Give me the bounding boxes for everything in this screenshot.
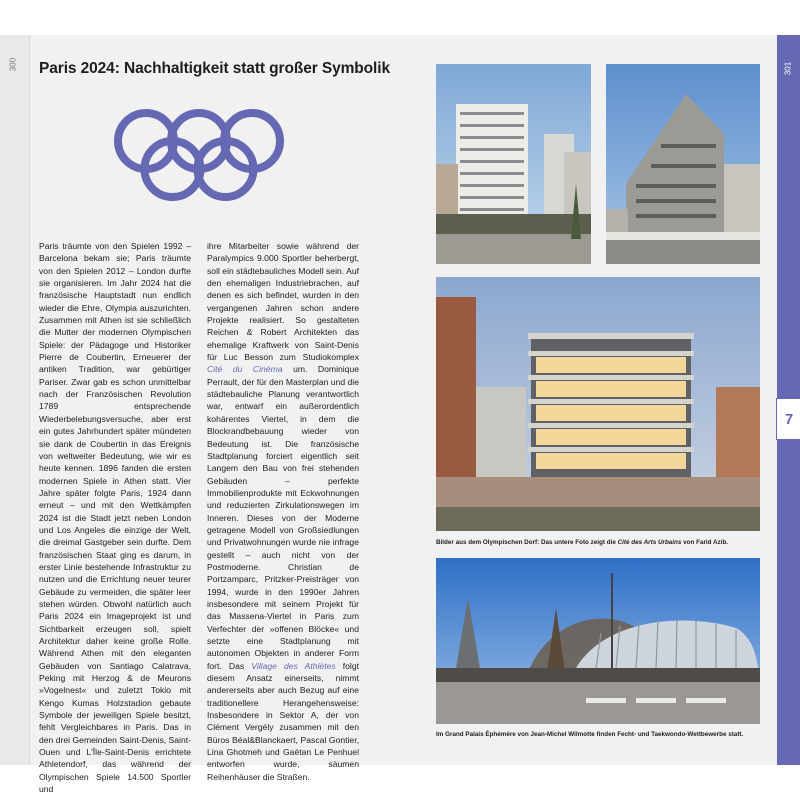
right-page-number: 301 <box>783 61 793 76</box>
body-text: um. Dominique Perrault, der für den Masterplan und die städtebauliche Planung verantwortlich war, entwarf ein außerordentlich kohärentes Viertel, in dem die Blockrandbebauung wieder von Bedeutung ist. Die französische Stadtplanung forciert eigentlich seit Langem den Bau von frei stehenden Gebäuden – perfekte Immobilienprodukte mit Eckwohnungen und reduzierten Zirkulationswegen im Inneren. Dieses von der Moderne getragene Modell von Großsiedlungen und Privatwohnungen wurde nie infrage gestellt – auch nicht von der Postmoderne. Christian de Portzamparc, Pritzker-Preisträger von 1994, wurde in den 1990er Jahren insbesondere mit seinem Projekt für das Massena-Viertel in Paris zum Verfechter der »offenen Blöcke« und setzte eine Stadtplanung mit autonomen Objekten in anderer Form fort. Das <box>207 364 360 671</box>
body-paragraph-2 <box>207 240 359 783</box>
italic-term: Village des Athlètes <box>251 660 336 671</box>
body-text: ihre Mitarbeiter sowie während der Paralympics 9.000 Sportler beherbergt, soll ein städtebauliches Modell sein. Auf den ehemaligen Industriebrachen, auf denen es sich befindet, wurden in den vergangenen Jahren schon andere Projekte realisiert. So gestalteten Reichen & Robert Architekten das ehemalige Kraftwerk von Saint-Denis für Luc Besson zum Studiokomplex <box>207 241 359 363</box>
photo-caption-grand-palais: Im Grand Palais Éphémère von Jean-Michel Wilmotte finden Fecht- und Taekwondo-Wettbewerbe statt. <box>436 731 744 738</box>
caption-text: von Farid Azib. <box>681 539 729 546</box>
photo-caption-village <box>436 539 728 546</box>
photo-concrete-building <box>606 64 760 264</box>
chapter-number-tab[interactable]: 7 <box>776 398 800 440</box>
page-title: Paris 2024: Nachhaltigkeit statt großer Symbolik <box>39 60 390 77</box>
body-text: folgt diesem Ansatz einerseits, nimmt andererseits aber auch Bezug auf eine traditionellere Herangehensweise: Insbesondere in Sektor A, der von Clément Vergély zusammen mit den Büros Béal&Blanckaert, Pascal Gontier, Lina Ghotmeh und Gaëtan Le Penhuel entworfen wurde, säumen Reihenhäuser die Straßen. <box>207 660 360 782</box>
text-column-2 <box>207 240 359 783</box>
caption-italic: Cité des Arts Urbains <box>617 539 682 546</box>
left-page-margin <box>0 35 30 765</box>
photo-grand-palais-ephemere <box>436 558 760 724</box>
photo-residential-tower <box>436 64 591 264</box>
olympic-rings-icon <box>113 107 285 207</box>
body-paragraph-1: Paris träumte von den Spielen 1992 – Barcelona bekam sie; Paris träumte von den Spielen 2012 – London durfte sie organisieren. Im Jahr 2024 hat die französische Hauptstadt nun endlich wieder die Ehre, Olympia auszurichten. Zusammen mit Athen ist sie schließlich die Mutter der modernen Olympischen Spiele: der Pädagoge und Historiker Pierre de Coubertin, Erneuerer der antiken Tradition, war gebürtiger Pariser. Zwar gab es schon unmittelbar nach der Französischen Revolution 1789 entsprechende Wiederbelebungsversuche, aber erst ein gutes Jahrhundert später mündeten sie dank de Coubertin in das Ereignis von weltweiter Bedeutung, wie wir es heute kennen. 1896 fanden die ersten modernen Spiele in Athen statt. Vier Jahre später folgte Paris, 1924 dann erneut – und mit den Wettkämpfen 2024 ist die Stadt jetzt neben London und Los Angeles die einzige der Welt, die dreimal Gastgeber sein durfte. Dem französischen Staat ging es darum, in erster Linie bestehende Infrastruktur zu nutzen und die Errichtung neuer teurer Gebäude zu vermeiden, die später leer stehen würden. Obwohl natürlich auch Paris 2024 ein Imageprojekt ist und Sichtbarkeit erzeugen soll, spielt Architektur daher keine große Rolle. Während Athen mit den eleganten Gebäuden von Santiago Calatrava, Peking mit Herzog & de Meurons »Vogelnest« und zuletzt Tokio mit Kengo Kumas Holzstadion gebaute Symbole der jeweiligen Spiele besitzt, fehlt Vergleichbares in Paris. Das in den drei Gemeinden Saint-Denis, Saint-Ouen und L'Île-Saint-Denis errichtete Athletendorf, das während der Olympischen Spiele 14.500 Sportler und <box>39 241 191 795</box>
italic-term: Cité du Cinéma <box>207 364 283 375</box>
photo-cite-des-arts-urbains <box>436 277 760 531</box>
caption-text: Bilder aus dem Olympischen Dorf: Das untere Foto zeigt die <box>436 539 618 546</box>
text-column-1 <box>39 240 191 795</box>
left-page-number: 300 <box>8 57 18 72</box>
